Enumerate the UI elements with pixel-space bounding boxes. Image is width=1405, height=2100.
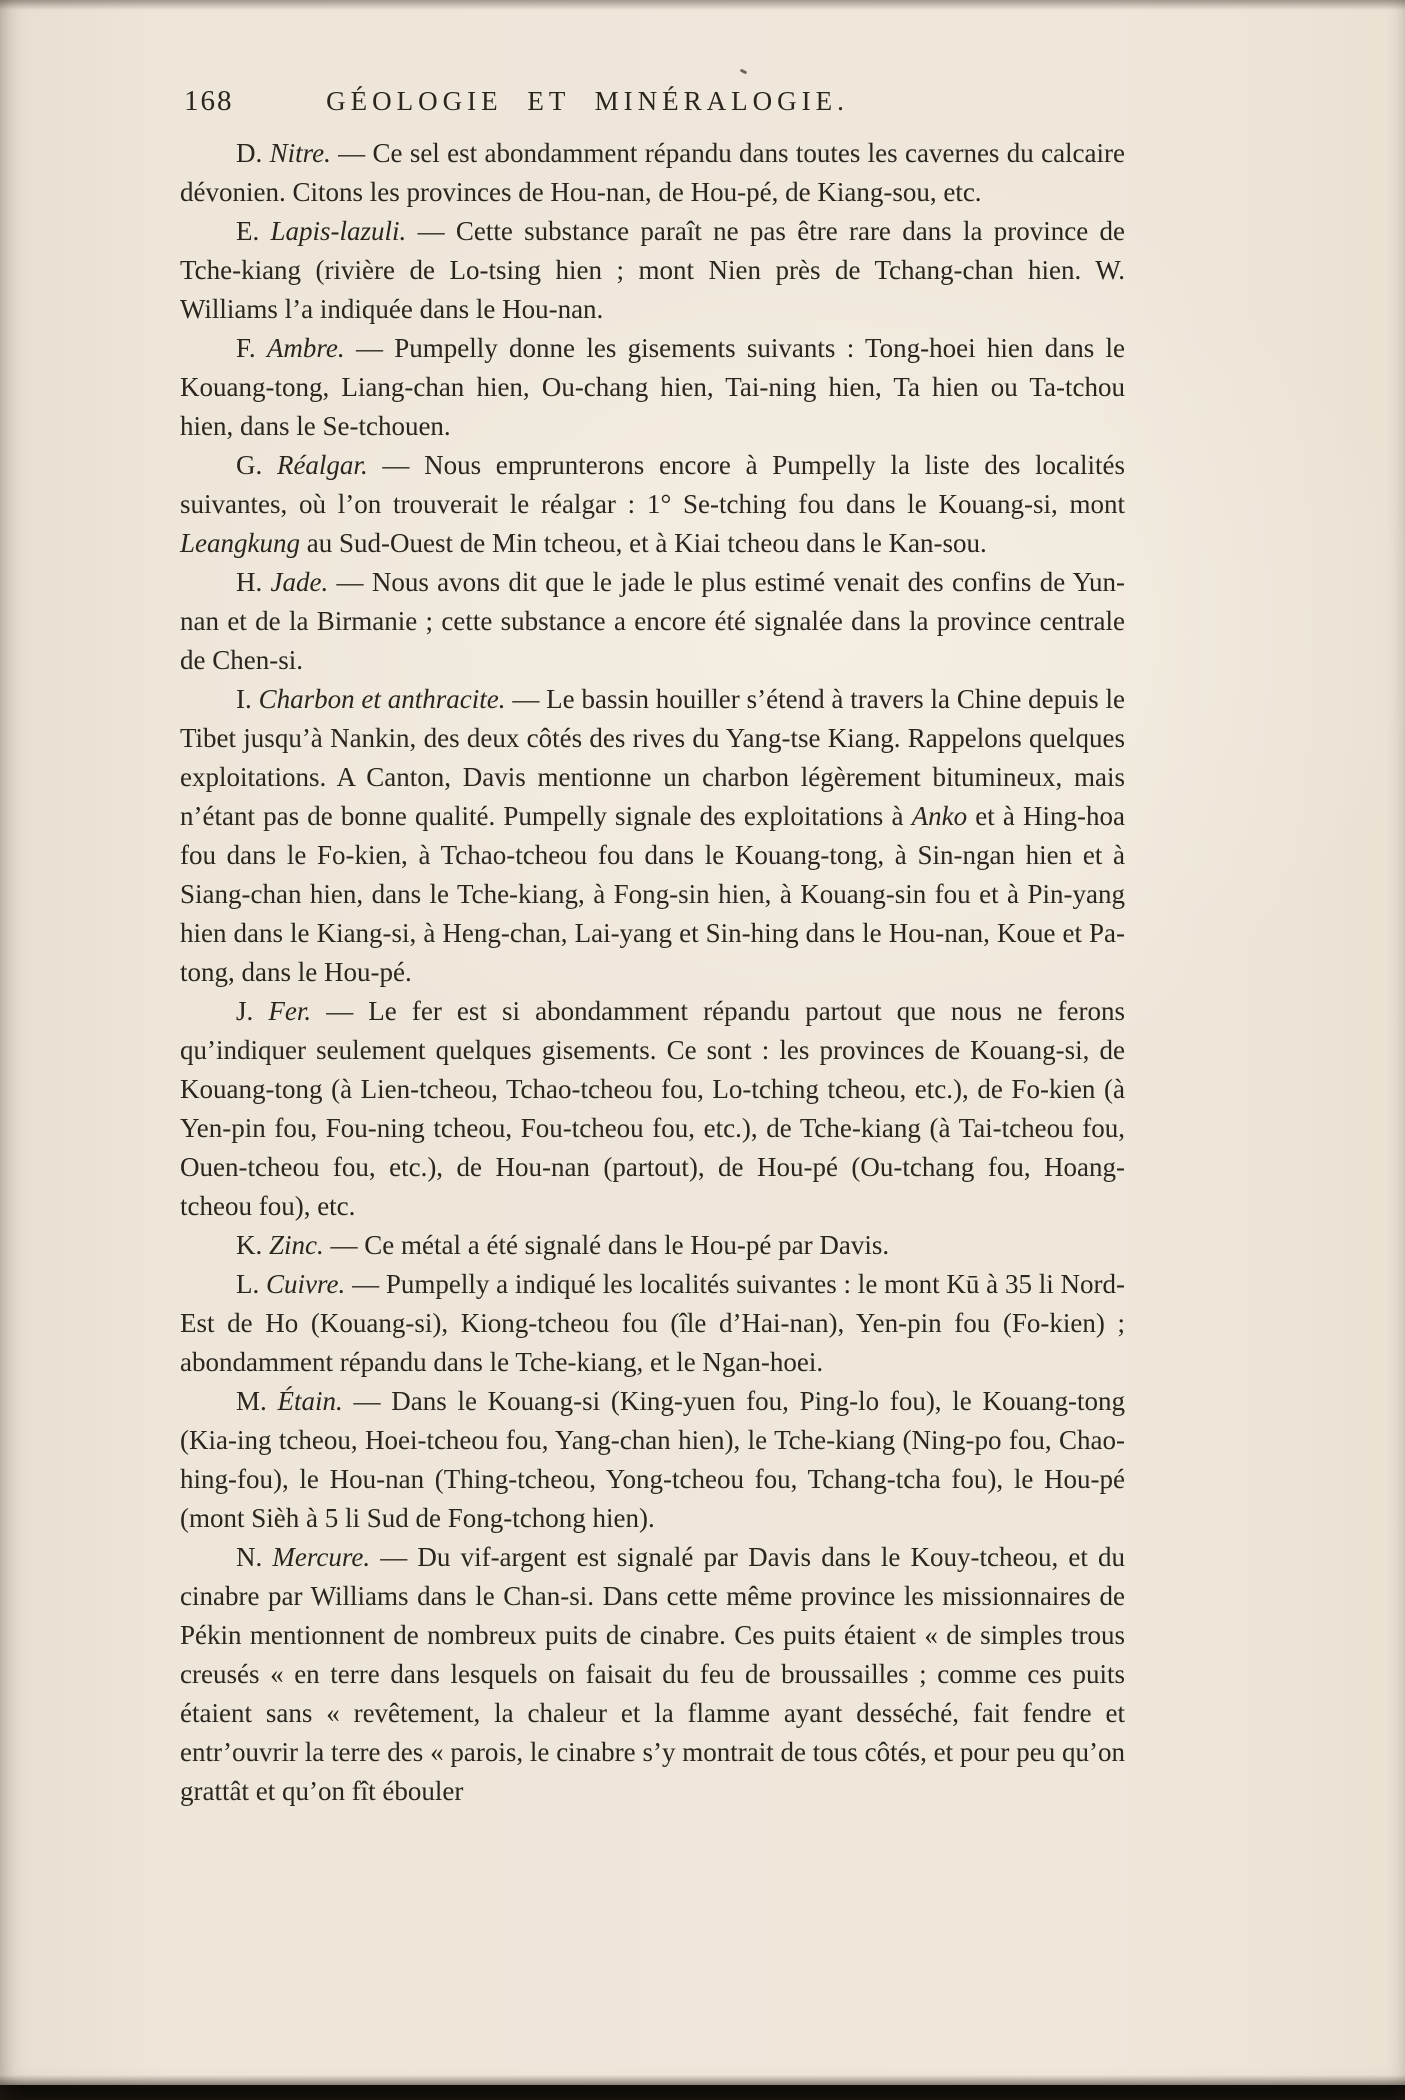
paragraph-fer bbox=[180, 992, 1125, 1226]
text-segment: — Le bassin houiller s’étend à travers la Chine depuis le Tibet jusqu’à Nankin, des deux côtés des rives du Yang-tse Kiang. Rappelons quelques exploitations. A Canton, Davis mentionne un charbon légèrement bitumineux, mais n’étant pas de bonne qualité. Pumpelly signale des exploitations à bbox=[180, 684, 1125, 831]
scan-bottom-edge bbox=[0, 2085, 1405, 2100]
paragraph-term: Cuivre. bbox=[266, 1269, 346, 1299]
paragraph-etain bbox=[180, 1382, 1125, 1538]
page-header bbox=[180, 84, 1125, 120]
scan-bottom-shade bbox=[0, 2075, 1405, 2085]
paragraph-label: J. bbox=[236, 996, 269, 1026]
paragraph-label: D. bbox=[236, 138, 270, 168]
paragraph-label: F. bbox=[236, 333, 267, 363]
text-segment: — Le fer est si abondamment répandu partout que nous ne ferons qu’indiquer seulement quelques gisements. Ce sont : les provinces de Kouang-si, de Kouang-tong (à Lien-tcheou, Tchao-tcheou fou, Lo-tching tcheou, etc.), de Fo-kien (à Yen-pin fou, Fou-ning tcheou, Fou-tcheou fou, etc.), de Tche-kiang (à Tai-tcheou fou, Ouen-tcheou fou, etc.), de Hou-nan (partout), de Hou-pé (Ou-tchang fou, Hoang-tcheou fou), etc. bbox=[180, 996, 1125, 1221]
paragraph-cuivre bbox=[180, 1265, 1125, 1382]
page-body bbox=[180, 134, 1125, 1811]
text-segment: — Du vif-argent est signalé par Davis dans le Kouy-tcheou, et du cinabre par Williams dans le Chan-si. Dans cette même province les missionnaires de Pékin mentionnent de nombreux puits de cinabre. Ces puits étaient « de simples trous creusés « en terre dans lesquels on faisait du feu de broussailles ; comme ces puits étaient sans « revêtement, la chaleur et la flamme ayant desséché, fait fendre et entr’ouvrir la terre des « parois, le cinabre s’y montrait de tous côtés, et pour peu qu’on grattât et qu’on fît ébouler bbox=[180, 1542, 1125, 1806]
paragraph-nitre bbox=[180, 134, 1125, 212]
paragraph-term: Lapis-lazuli. bbox=[270, 216, 407, 246]
text-segment: et à Hing-hoa fou dans le Fo-kien, à Tchao-tcheou fou dans le Kouang-tong, à Sin-ngan hien et à Siang-chan hien, dans le Tche-kiang, à Fong-sin hien, à Kouang-sin fou et à Pin-yang hien dans le Kiang-si, à Heng-chan, Lai-yang et Sin-hing dans le Hou-nan, Koue et Pa-tong, dans le Hou-pé. bbox=[180, 801, 1125, 987]
paragraph-lapis-lazuli bbox=[180, 212, 1125, 329]
paragraph-mercure bbox=[180, 1538, 1125, 1811]
scan-speck bbox=[740, 69, 748, 75]
text-segment: — Cette substance paraît ne pas être rare dans la province de Tche-kiang (rivière de Lo-tsing hien ; mont Nien près de Tchang-chan hien. W. Williams l’a indiquée dans le Hou-nan. bbox=[180, 216, 1125, 324]
paragraph-term: Étain. bbox=[277, 1386, 343, 1416]
paragraph-label: G. bbox=[236, 450, 277, 480]
paragraph-label: I. bbox=[236, 684, 259, 714]
paragraph-term: Charbon et anthracite. bbox=[258, 684, 506, 714]
paragraph-label: L. bbox=[236, 1269, 267, 1299]
text-segment: — Ce sel est abondamment répandu dans toutes les cavernes du calcaire dévonien. Citons les provinces de Hou-nan, de Hou-pé, de Kiang-sou, etc. bbox=[180, 138, 1125, 207]
text-segment: Anko bbox=[911, 801, 968, 831]
page-number: 168 bbox=[184, 85, 234, 117]
paragraph-zinc bbox=[180, 1226, 1125, 1265]
paragraph-term: Ambre. bbox=[266, 333, 345, 363]
paragraph-label: M. bbox=[236, 1386, 278, 1416]
text-segment: — Nous emprunterons encore à Pumpelly la liste des localités suivantes, où l’on trouverait le réalgar : 1° Se-tching fou dans le Kouang-si, mont bbox=[180, 450, 1125, 519]
paragraph-term: Zinc. bbox=[269, 1230, 324, 1260]
paragraph-label: E. bbox=[236, 216, 271, 246]
paragraph-jade bbox=[180, 563, 1125, 680]
paragraph-term: Réalgar. bbox=[276, 450, 368, 480]
paragraph-label: K. bbox=[236, 1230, 269, 1260]
text-segment: — Ce métal a été signalé dans le Hou-pé par Davis. bbox=[323, 1230, 890, 1260]
text-segment: — Nous avons dit que le jade le plus estimé venait des confins de Yun-nan et de la Birmanie ; cette substance a encore été signalée dans la province centrale de Chen-si. bbox=[180, 567, 1125, 675]
paragraph-term: Jade. bbox=[270, 567, 329, 597]
text-segment: — Dans le Kouang-si (King-yuen fou, Ping-lo fou), le Kouang-tong (Kia-ing tcheou, Hoei-tcheou fou, Yang-chan hien), le Tche-kiang (Ning-po fou, Chao-hing-fou), le Hou-nan (Thing-tcheou, Yong-tcheou fou, Tchang-tcha fou), le Hou-pé (mont Sièh à 5 li Sud de Fong-tchong hien). bbox=[180, 1386, 1125, 1533]
paragraph-charbon-et-anthracite bbox=[180, 680, 1125, 992]
paragraph-realgar bbox=[180, 446, 1125, 563]
paragraph-term: Mercure. bbox=[272, 1542, 371, 1572]
text-segment: — Pumpelly a indiqué les localités suivantes : le mont Kū à 35 li Nord-Est de Ho (Kouang-si), Kiong-tcheou fou (île d’Hai-nan), Yen-pin fou (Fo-kien) ; abondamment répandu dans le Tche-kiang, et le Ngan-hoei. bbox=[180, 1269, 1126, 1377]
page-header-title: GÉOLOGIE ET MINÉRALOGIE. bbox=[326, 86, 849, 116]
paragraph-term: Fer. bbox=[268, 996, 312, 1026]
paragraph-ambre bbox=[180, 329, 1125, 446]
text-segment: Leangkung bbox=[180, 528, 300, 558]
paragraph-label: N. bbox=[236, 1542, 273, 1572]
text-segment: — Pumpelly donne les gisements suivants : Tong-hoei hien dans le Kouang-tong, Liang-chan hien, Ou-chang hien, Tai-ning hien, Ta hien ou Ta-tchou hien, dans le Se-tchouen. bbox=[180, 333, 1125, 441]
paragraph-term: Nitre. bbox=[269, 138, 331, 168]
text-segment: au Sud-Ouest de Min tcheou, et à Kiai tcheou dans le Kan-sou. bbox=[299, 528, 987, 558]
paragraph-label: H. bbox=[236, 567, 271, 597]
